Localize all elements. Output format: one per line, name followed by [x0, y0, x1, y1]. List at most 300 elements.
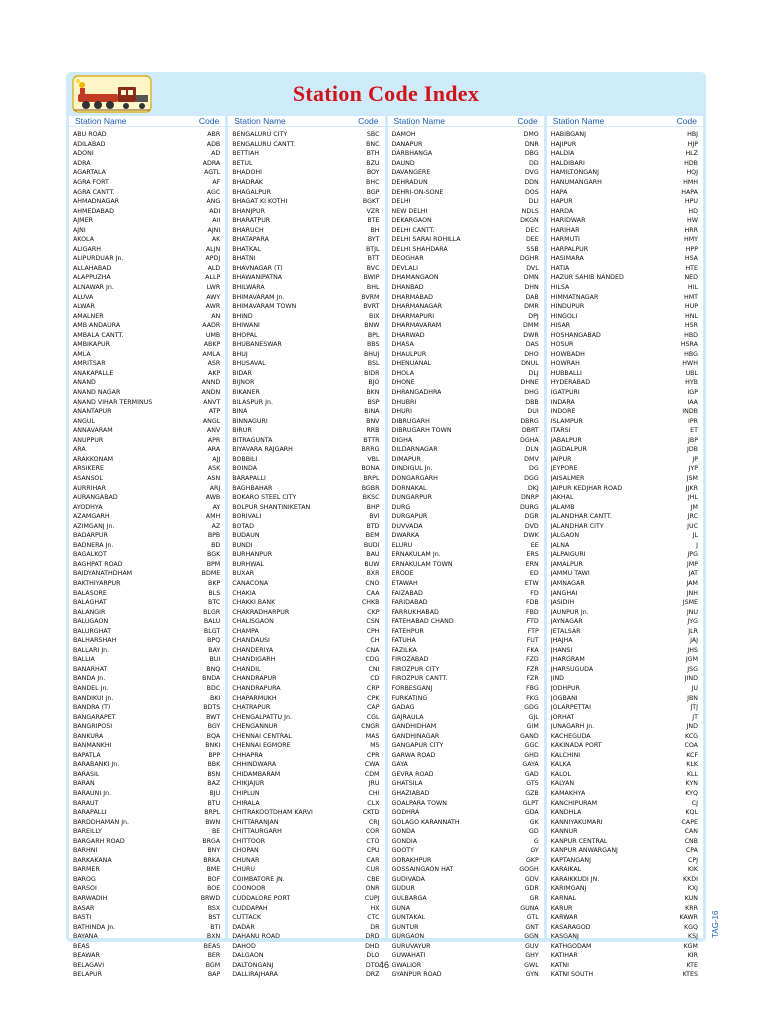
station-row — [547, 808, 703, 818]
station-name: GAJRAULA — [391, 713, 424, 721]
station-name: ALUVA — [73, 293, 94, 301]
station-row — [388, 607, 544, 617]
station-code: DPJ — [528, 312, 539, 320]
station-row — [69, 340, 225, 350]
station-row — [388, 665, 544, 675]
station-row — [228, 808, 384, 818]
station-row — [228, 541, 384, 551]
station-row — [547, 197, 703, 207]
station-name: AMALNER — [73, 312, 104, 320]
station-code: CD — [370, 675, 380, 683]
station-name: ARAKKONAM — [73, 455, 114, 463]
station-name: JORHAT — [550, 713, 575, 721]
station-row — [228, 636, 384, 646]
station-code: AMLA — [202, 350, 221, 358]
station-code: BRWD — [200, 895, 221, 903]
station-name: AHMEDABAD — [73, 207, 114, 215]
station-row — [228, 311, 384, 321]
station-row — [228, 760, 384, 770]
station-name: GAYA — [391, 761, 408, 769]
station-code: DHD — [365, 942, 380, 950]
station-name: ETAWAH — [391, 579, 418, 587]
station-name: ERNAKULAM TOWN — [391, 560, 453, 568]
station-name: JHARSUGUDA — [550, 665, 594, 673]
station-row — [388, 827, 544, 837]
station-row — [547, 684, 703, 694]
station-name: GEVRA ROAD — [391, 770, 434, 778]
station-code: DG — [529, 465, 539, 473]
station-name: DELHI SHAHDARA — [391, 245, 448, 253]
header-station-name: Station Name — [552, 116, 605, 126]
station-code: DOS — [524, 188, 539, 196]
station-row — [69, 741, 225, 751]
station-name: GANDHINAGAR — [391, 732, 440, 740]
station-code: BTE — [367, 217, 380, 225]
column-header — [228, 116, 384, 127]
station-code: CTC — [367, 914, 380, 922]
station-code: DGR — [524, 513, 539, 521]
station-row — [228, 130, 384, 140]
station-code: KAWR — [679, 914, 698, 922]
station-code: BTT — [367, 255, 380, 263]
station-code: JL — [692, 532, 698, 540]
station-code: BNQ — [206, 665, 221, 673]
station-code: UMB — [205, 331, 221, 339]
station-name: JETALSAR — [550, 627, 581, 635]
station-code: BKN — [366, 389, 380, 397]
station-name: KARWAR — [550, 914, 578, 922]
station-code: BTI — [210, 923, 221, 931]
station-name: AZIMGANJ Jn. — [73, 522, 115, 530]
station-row — [547, 254, 703, 264]
station-code: JRC — [687, 513, 698, 521]
station-name: DORNAKAL — [391, 484, 427, 492]
station-name: CUDDALORE PORT — [232, 895, 291, 903]
station-row — [69, 884, 225, 894]
station-code: HBD — [684, 331, 698, 339]
station-name: JALANDHAR CITY — [550, 522, 604, 530]
station-row — [228, 178, 384, 188]
station-code: DNUL — [521, 360, 539, 368]
station-code: BEM — [365, 532, 380, 540]
station-name: FURKATING — [391, 694, 428, 702]
station-code: DAB — [525, 293, 539, 301]
station-row — [388, 684, 544, 694]
station-name: HARIHAR — [550, 226, 580, 234]
station-name: CHALISGAON — [232, 618, 274, 626]
station-code: ATP — [208, 408, 221, 416]
station-code: ADB — [206, 140, 221, 148]
station-row — [547, 865, 703, 875]
station-name: CHIDAMBARAM — [232, 770, 281, 778]
station-name: BHAGAT KI KOTHI — [232, 198, 288, 206]
station-row — [69, 789, 225, 799]
station-code: JUC — [687, 522, 698, 530]
station-name: BILASPUR Jn. — [232, 398, 274, 406]
station-row — [69, 598, 225, 608]
station-row — [388, 798, 544, 808]
station-name: DEKARGAON — [391, 217, 432, 225]
station-code: ADRA — [202, 159, 221, 167]
station-code: DBG — [524, 150, 539, 158]
station-name: BAKTHIYARPUR — [73, 579, 121, 587]
station-name: KANCHIPURAM — [550, 799, 598, 807]
station-row — [388, 149, 544, 159]
station-row — [69, 359, 225, 369]
station-row — [228, 245, 384, 255]
station-name: BUNDI — [232, 541, 253, 549]
station-row — [547, 655, 703, 665]
station-name: CHAKRADHARPUR — [232, 608, 290, 616]
station-name: GOALPARA TOWN — [391, 799, 447, 807]
station-name: DHARMANAGAR — [391, 303, 442, 311]
station-name: HINDUPUR — [550, 303, 585, 311]
station-name: AMBIKAPUR — [73, 341, 111, 349]
station-code: GDG — [524, 704, 539, 712]
station-name: KASGANJ — [550, 933, 579, 941]
station-code: KLL — [686, 770, 698, 778]
station-row — [228, 464, 384, 474]
station-code: ADI — [209, 207, 221, 215]
station-name: JHARGRAM — [550, 656, 585, 664]
station-row — [228, 407, 384, 417]
station-code: CNGR — [361, 723, 380, 731]
station-row — [547, 846, 703, 856]
station-code: DHO — [524, 350, 539, 358]
station-row — [547, 235, 703, 245]
station-row — [388, 187, 544, 197]
station-code: JT — [692, 713, 698, 721]
station-code: GHY — [525, 952, 539, 960]
station-row — [228, 254, 384, 264]
station-row — [228, 416, 384, 426]
station-row — [547, 856, 703, 866]
station-code: DLN — [525, 446, 539, 454]
station-code: HPU — [684, 198, 698, 206]
station-name: DELHI — [391, 198, 411, 206]
station-row — [388, 455, 544, 465]
station-code: ERN — [525, 560, 539, 568]
station-name: BALLIA — [73, 656, 95, 664]
station-code: GAYA — [522, 761, 539, 769]
station-name: KATHGODAM — [550, 942, 592, 950]
station-code: ED — [529, 570, 539, 578]
station-code: JBN — [687, 694, 698, 702]
station-row — [388, 808, 544, 818]
station-row — [388, 588, 544, 598]
station-code: CPJ — [687, 856, 698, 864]
station-code: GDV — [524, 875, 539, 883]
station-row — [547, 617, 703, 627]
station-code: RRB — [366, 427, 380, 435]
station-name: BINA — [232, 408, 248, 416]
station-name: BARGARH ROAD — [73, 837, 125, 845]
station-name: JASIDIH — [550, 599, 575, 607]
station-code: EE — [530, 541, 539, 549]
station-row — [69, 779, 225, 789]
station-row — [547, 817, 703, 827]
station-code: BNDA — [202, 675, 221, 683]
station-row — [69, 321, 225, 331]
station-name: AGRA FORT — [73, 179, 109, 186]
station-row — [547, 388, 703, 398]
station-code: SBC — [366, 131, 380, 139]
station-code: COA — [684, 742, 698, 750]
station-name: BIRUR — [232, 427, 252, 435]
station-name: KARAIKAL — [550, 866, 582, 874]
station-name: DWARKA — [391, 532, 420, 540]
station-row — [69, 407, 225, 417]
station-row — [388, 283, 544, 293]
station-row — [388, 865, 544, 875]
station-name: ALIPURDUAR Jn. — [73, 255, 124, 263]
station-row — [69, 206, 225, 216]
station-code: AII — [212, 217, 221, 225]
station-name: GADAG — [391, 704, 415, 712]
station-name: DAHANU ROAD — [232, 933, 281, 941]
station-code: DMV — [524, 455, 539, 463]
station-row — [547, 712, 703, 722]
station-code: DVL — [526, 264, 539, 272]
station-row — [228, 455, 384, 465]
station-row — [69, 140, 225, 150]
station-name: JAMMU TAWI — [550, 570, 590, 578]
station-name: FAZILKA — [391, 646, 417, 654]
station-code: DR — [370, 923, 380, 931]
station-code: CWA — [364, 761, 380, 769]
station-name: BHIMAVARAM Jn. — [232, 293, 285, 301]
station-name: DHAMANGAON — [391, 274, 439, 282]
station-row — [388, 512, 544, 522]
station-code: ET — [690, 427, 698, 435]
station-row — [388, 388, 544, 398]
station-name: HANUMANGARH — [550, 179, 602, 186]
station-code: DWR — [523, 331, 539, 339]
station-name: BANDRA (T) — [73, 704, 111, 712]
station-name: GUDUR — [391, 885, 415, 893]
station-name: DALTONGANJ — [232, 961, 274, 969]
station-name: CHITTARANJAN — [232, 818, 279, 826]
station-row — [547, 426, 703, 436]
station-code: BOY — [366, 169, 380, 177]
station-code: BHL — [366, 284, 380, 292]
station-name: ALNAWAR Jn. — [73, 284, 114, 292]
station-code: JNH — [686, 589, 698, 597]
station-name: BAPATLA — [73, 751, 101, 759]
station-name: GHATSILA — [391, 780, 423, 788]
station-code: GIM — [526, 723, 539, 731]
station-row — [547, 779, 703, 789]
station-name: CHOPAN — [232, 847, 259, 855]
station-code: GR — [529, 895, 539, 903]
station-row — [69, 617, 225, 627]
station-row — [388, 970, 544, 980]
station-name: INDORE — [550, 408, 576, 416]
station-row — [228, 378, 384, 388]
station-row — [388, 626, 544, 636]
station-name: CHIKJAJUR — [232, 780, 265, 788]
station-row — [228, 894, 384, 904]
station-name: DAVANGERE — [391, 169, 431, 177]
station-code: BRPL — [204, 809, 221, 817]
station-code: GTL — [526, 914, 539, 922]
station-name: CHENNAI CENTRAL — [232, 732, 292, 740]
station-code: BNW — [364, 322, 380, 330]
station-row — [228, 426, 384, 436]
station-row — [547, 531, 703, 541]
station-row — [228, 932, 384, 942]
station-row — [547, 225, 703, 235]
station-name: AJNI — [73, 226, 86, 234]
station-code: DRD — [365, 933, 380, 941]
station-code: DEE — [525, 236, 539, 244]
station-name: BEAWAR — [73, 952, 100, 960]
station-code: ARJ — [209, 484, 221, 492]
station-code: NED — [684, 274, 698, 282]
index-column-1 — [69, 116, 225, 979]
station-name: HUBBALLI — [550, 369, 582, 377]
station-name: CHANDRAPURA — [232, 684, 281, 692]
station-name: HARPALPUR — [550, 245, 589, 253]
station-name: JALAMB — [550, 503, 575, 511]
station-list — [388, 127, 544, 980]
station-code: BTH — [366, 150, 380, 158]
station-row — [228, 598, 384, 608]
station-code: CRP — [366, 684, 380, 692]
station-row — [388, 712, 544, 722]
station-row — [69, 655, 225, 665]
station-name: HOWRAH — [550, 360, 580, 368]
station-code: ABKP — [203, 341, 221, 349]
station-name: JHAJHA — [550, 637, 573, 645]
station-row — [228, 474, 384, 484]
station-row — [69, 894, 225, 904]
station-name: BHATAPARA — [232, 236, 269, 244]
station-row — [388, 130, 544, 140]
station-name: ASANSOL — [73, 474, 103, 482]
station-name: JEYPORE — [550, 465, 578, 473]
station-row — [388, 273, 544, 283]
station-row — [547, 884, 703, 894]
station-name: GANDHIDHAM — [391, 723, 437, 731]
station-name: BAGHBAHAR — [232, 484, 273, 492]
station-row — [388, 836, 544, 846]
station-name: FATEHPUR — [391, 627, 424, 635]
station-row — [69, 264, 225, 274]
station-name: DHANBAD — [391, 284, 424, 292]
station-row — [547, 521, 703, 531]
station-row — [547, 178, 703, 188]
station-code: JMP — [686, 560, 698, 568]
station-row — [228, 235, 384, 245]
column-header — [388, 116, 544, 127]
station-name: BALASORE — [73, 589, 107, 597]
station-code: UBL — [685, 369, 698, 377]
station-name: CHENGANNUR — [232, 723, 278, 731]
station-code: DLO — [366, 952, 380, 960]
station-row — [69, 932, 225, 942]
station-code: DKJ — [527, 484, 539, 492]
station-code: CDM — [364, 770, 380, 778]
station-name: DAHOD — [232, 942, 256, 950]
station-code: BTD — [366, 522, 380, 530]
station-list — [69, 127, 225, 980]
station-row — [547, 693, 703, 703]
station-code: ONR — [365, 885, 380, 893]
station-name: HOWBADH — [550, 350, 585, 358]
station-name: BHAVNAGAR (T) — [232, 264, 283, 272]
station-code: BTU — [207, 799, 221, 807]
station-name: DHOLA — [391, 369, 415, 377]
station-name: AMLA — [73, 350, 91, 358]
station-code: JTJ — [690, 704, 698, 712]
station-code: DNR — [524, 140, 539, 148]
station-row — [547, 626, 703, 636]
station-name: KASARAGOD — [550, 923, 591, 931]
station-row — [388, 474, 544, 484]
station-name: BARAUNI Jn. — [73, 790, 112, 797]
station-name: GUWAHATI — [391, 952, 426, 960]
station-row — [228, 817, 384, 827]
station-row — [547, 416, 703, 426]
station-row — [228, 187, 384, 197]
station-row — [69, 674, 225, 684]
header-code: Code — [517, 116, 538, 126]
station-row — [228, 359, 384, 369]
station-row — [228, 369, 384, 379]
station-row — [388, 674, 544, 684]
station-code: BGP — [366, 188, 380, 196]
station-code: ERS — [526, 551, 539, 559]
station-row — [547, 493, 703, 503]
station-name: JALNA — [550, 541, 570, 549]
station-name: HAZUR SAHIB NANDED — [550, 274, 624, 282]
station-name: BHADRAK — [232, 179, 264, 186]
station-code: BGM — [205, 961, 221, 969]
station-code: LWR — [206, 284, 221, 292]
station-code: AMH — [205, 513, 221, 521]
station-name: AURRIHAR — [73, 484, 106, 492]
station-code: BOF — [207, 875, 221, 883]
station-row — [69, 626, 225, 636]
station-code: AGC — [206, 188, 221, 196]
station-name: GOOTY — [391, 847, 414, 855]
station-row — [228, 569, 384, 579]
station-code: AK — [211, 236, 221, 244]
station-code: CAR — [366, 856, 380, 864]
station-name: BHAWANIPATNA — [232, 274, 283, 282]
station-code: ANVT — [203, 398, 221, 406]
station-name: ANANTAPUR — [73, 408, 112, 416]
station-code: KXJ — [687, 885, 698, 893]
station-row — [547, 932, 703, 942]
station-code: ALD — [207, 264, 221, 272]
station-row — [388, 703, 544, 713]
station-row — [228, 550, 384, 560]
station-row — [547, 474, 703, 484]
station-name: GONDIA — [391, 837, 418, 845]
station-code: BZU — [366, 159, 380, 167]
station-code: BPL — [367, 331, 380, 339]
station-code: BNKI — [205, 742, 221, 750]
station-name: BHATNI — [232, 255, 256, 263]
station-row — [388, 741, 544, 751]
station-code: JRU — [368, 780, 380, 788]
station-code: BHP — [366, 503, 380, 511]
station-code: HBG — [684, 350, 698, 358]
station-row — [228, 197, 384, 207]
station-code: GKP — [525, 856, 539, 864]
